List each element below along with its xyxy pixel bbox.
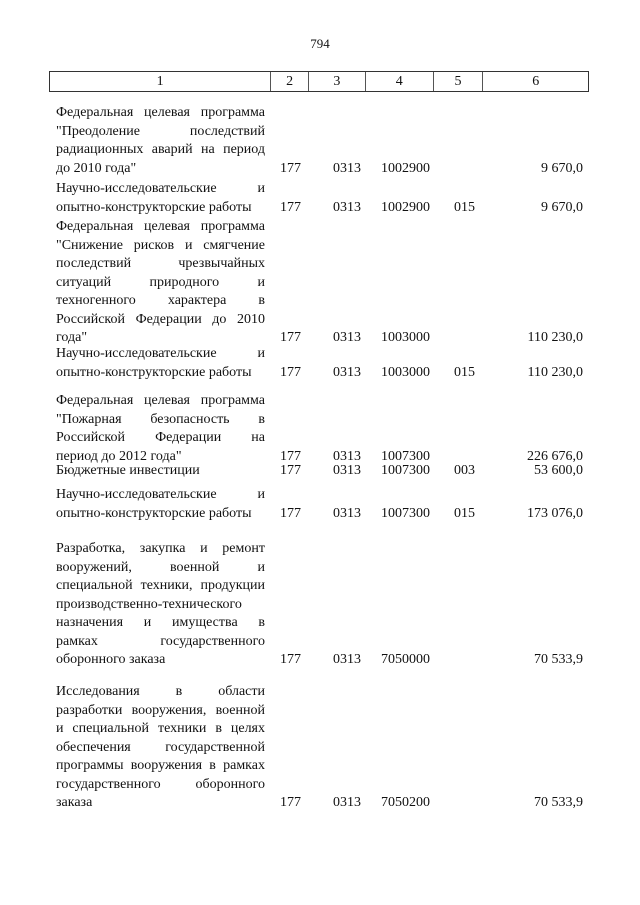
description-line: Разработка, закупка и ремонт bbox=[56, 541, 265, 556]
description-line: период до 2012 года" bbox=[56, 448, 182, 464]
table-header bbox=[49, 71, 589, 92]
cell-c6: 9 670,0 bbox=[541, 160, 583, 176]
cell-c4: 7050200 bbox=[381, 795, 430, 810]
cell-c5: 015 bbox=[454, 505, 475, 521]
description-line: техногенного характера в bbox=[56, 293, 265, 308]
cell-c2: 177 bbox=[280, 448, 301, 464]
cell-c6: 70 533,9 bbox=[534, 652, 583, 667]
description-line: ситуаций природного и bbox=[56, 274, 265, 290]
cell-c4: 1007300 bbox=[381, 505, 430, 521]
cell-c2: 177 bbox=[280, 160, 301, 176]
cell-c2: 177 bbox=[280, 795, 301, 810]
cell-c3: 0313 bbox=[333, 795, 361, 810]
row-description bbox=[56, 392, 265, 466]
row-description bbox=[56, 218, 265, 348]
cell-c3: 0313 bbox=[333, 463, 361, 478]
cell-c3: 0313 bbox=[333, 505, 361, 521]
description-line: разработки вооружения, военной bbox=[56, 702, 265, 718]
cell-c4: 1002900 bbox=[381, 160, 430, 176]
row-description bbox=[56, 104, 265, 178]
description-line: Российской Федерации на bbox=[56, 430, 265, 445]
cell-c5: 003 bbox=[454, 463, 475, 478]
header-col-2: 2 bbox=[271, 72, 309, 91]
description-line: Научно-исследовательские и bbox=[56, 487, 265, 502]
description-line: и специальной техники в целях bbox=[56, 721, 265, 736]
cell-c4: 1007300 bbox=[381, 463, 430, 478]
cell-c3: 0313 bbox=[333, 330, 361, 345]
cell-c3: 0313 bbox=[333, 199, 361, 215]
cell-c4: 1007300 bbox=[381, 448, 430, 464]
description-line: Бюджетные инвестиции bbox=[56, 463, 200, 478]
description-line: "Преодоление последствий bbox=[56, 123, 265, 139]
cell-c6: 226 676,0 bbox=[527, 448, 583, 464]
row-description bbox=[56, 180, 265, 217]
cell-c4: 7050000 bbox=[381, 652, 430, 667]
cell-c6: 70 533,9 bbox=[534, 795, 583, 810]
description-line: обеспечения государственной bbox=[56, 739, 265, 755]
description-line: Российской Федерации до 2010 bbox=[56, 311, 265, 327]
description-line: до 2010 года" bbox=[56, 160, 137, 176]
cell-c2: 177 bbox=[280, 505, 301, 521]
header-col-4: 4 bbox=[366, 72, 434, 91]
cell-c6: 53 600,0 bbox=[534, 463, 583, 478]
cell-c6: 110 230,0 bbox=[527, 364, 583, 380]
description-line: Федеральная целевая программа bbox=[56, 219, 265, 234]
description-line: программы вооружения в рамках bbox=[56, 758, 265, 773]
row-description bbox=[56, 540, 265, 670]
description-line: специальной техники, продукции bbox=[56, 578, 265, 593]
header-col-3: 3 bbox=[309, 72, 366, 91]
cell-c5: 015 bbox=[454, 364, 475, 380]
description-line: Федеральная целевая программа bbox=[56, 393, 265, 408]
cell-c2: 177 bbox=[280, 463, 301, 478]
description-line: заказа bbox=[56, 795, 93, 810]
row-description bbox=[56, 462, 265, 481]
cell-c2: 177 bbox=[280, 199, 301, 215]
page-number: 794 bbox=[310, 36, 330, 51]
description-line: оборонного заказа bbox=[56, 652, 166, 667]
description-line: государственного оборонного bbox=[56, 776, 265, 792]
cell-c6: 110 230,0 bbox=[527, 330, 583, 345]
header-col-5: 5 bbox=[434, 72, 484, 91]
cell-c3: 0313 bbox=[333, 160, 361, 176]
cell-c2: 177 bbox=[280, 652, 301, 667]
cell-c5: 015 bbox=[454, 199, 475, 215]
cell-c4: 1003000 bbox=[381, 330, 430, 345]
cell-c3: 0313 bbox=[333, 364, 361, 380]
cell-c6: 9 670,0 bbox=[541, 199, 583, 215]
cell-c4: 1003000 bbox=[381, 364, 430, 380]
cell-c3: 0313 bbox=[333, 652, 361, 667]
description-line: последствий чрезвычайных bbox=[56, 256, 265, 271]
description-line: опытно-конструкторские работы bbox=[56, 364, 252, 380]
description-line: Федеральная целевая программа bbox=[56, 105, 265, 120]
description-line: Научно-исследовательские и bbox=[56, 346, 265, 361]
cell-c4: 1002900 bbox=[381, 199, 430, 215]
description-line: производственно-технического bbox=[56, 596, 242, 612]
description-line: Исследования в области bbox=[56, 684, 265, 699]
row-description bbox=[56, 683, 265, 813]
description-line: года" bbox=[56, 330, 88, 345]
row-description bbox=[56, 345, 265, 382]
cell-c2: 177 bbox=[280, 330, 301, 345]
header-col-6: 6 bbox=[532, 74, 540, 89]
description-line: "Снижение рисков и смягчение bbox=[56, 237, 265, 253]
description-line: опытно-конструкторские работы bbox=[56, 505, 252, 521]
cell-c3: 0313 bbox=[333, 448, 361, 464]
description-line: радиационных аварий на период bbox=[56, 142, 265, 157]
row-description bbox=[56, 486, 265, 523]
header-col-1: 1 bbox=[50, 72, 271, 91]
description-line: назначения и имущества в bbox=[56, 615, 265, 630]
description-line: вооружений, военной и bbox=[56, 559, 265, 575]
description-line: Научно-исследовательские и bbox=[56, 181, 265, 196]
description-line: "Пожарная безопасность в bbox=[56, 411, 265, 427]
description-line: опытно-конструкторские работы bbox=[56, 199, 252, 215]
description-line: рамках государственного bbox=[56, 633, 265, 649]
cell-c2: 177 bbox=[280, 364, 301, 380]
cell-c6: 173 076,0 bbox=[527, 505, 583, 521]
